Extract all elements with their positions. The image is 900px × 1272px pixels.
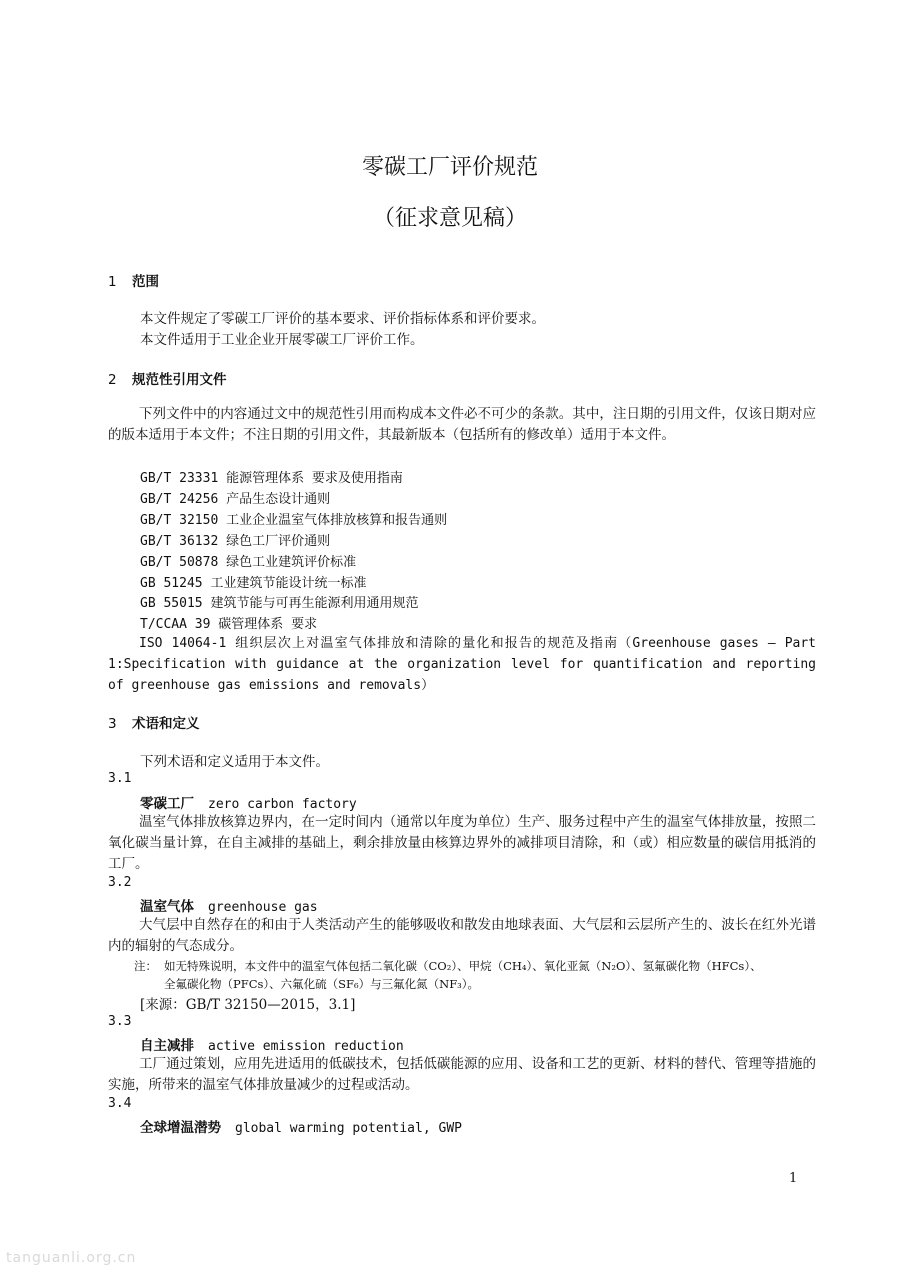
term-definition: 大气层中自然存在的和由于人类活动产生的能够吸收和散发由地球表面、大气层和云层所产生的、波长在红外光谱内的辐射的气态成分。	[108, 917, 816, 954]
term-number: 3.1	[108, 771, 132, 786]
term-entry	[140, 1034, 404, 1054]
term-number: 3.3	[108, 1014, 132, 1029]
section-number: 3	[108, 716, 117, 732]
reference-item: GB/T 23331 能源管理体系 要求及使用指南	[140, 471, 403, 486]
reference-item: GB 55015 建筑节能与可再生能源利用通用规范	[140, 596, 419, 611]
scope-paragraph: 本文件规定了零碳工厂评价的基本要求、评价指标体系和评价要求。	[140, 311, 545, 327]
section-heading-references	[108, 368, 227, 388]
reference-item: GB/T 36132 绿色工厂评价通则	[140, 534, 331, 549]
reference-item: GB 51245 工业建筑节能设计统一标准	[140, 576, 367, 591]
term-chinese: 自主减排	[140, 1038, 194, 1054]
document-title: 零碳工厂评价规范	[361, 155, 538, 180]
document-subtitle: （征求意见稿）	[372, 206, 527, 231]
reference-item: GB/T 32150 工业企业温室气体排放核算和报告通则	[140, 513, 448, 528]
term-entry	[140, 895, 318, 915]
term-chinese: 零碳工厂	[140, 796, 194, 812]
term-english: global warming potential, GWP	[235, 1121, 462, 1136]
term-note-label: 注：	[134, 959, 157, 973]
term-chinese: 温室气体	[140, 899, 194, 915]
section-number: 1	[108, 274, 117, 290]
term-note: 全氟碳化物（PFCs）、六氟化硫（SF₆）与三氟化氮（NF₃）。	[164, 977, 480, 991]
term-definition: 温室气体排放核算边界内，在一定时间内（通常以年度为单位）生产、服务过程中产生的温室气体排放量，按照二氧化碳当量计算，在自主减排的基础上，剩余排放量由核算边界外的减排项目清除，和（或）相应数量的碳信用抵消的工厂。	[108, 814, 816, 872]
term-number: 3.2	[108, 875, 132, 890]
term-chinese: 全球增温潜势	[140, 1120, 221, 1136]
term-english: active emission reduction	[208, 1039, 404, 1054]
section-title: 范围	[132, 274, 159, 290]
section-number: 2	[108, 372, 117, 388]
term-note: 如无特殊说明，本文件中的温室气体包括二氧化碳（CO₂）、甲烷（CH₄）、氧化亚氮（N₂O）、氢氟碳化物（HFCs）、	[164, 959, 762, 973]
reference-item: GB/T 50878 绿色工业建筑评价标准	[140, 555, 357, 570]
reference-item: T/CCAA 39 碳管理体系 要求	[140, 617, 318, 632]
term-english: zero carbon factory	[208, 797, 357, 812]
section-title: 规范性引用文件	[132, 372, 227, 388]
reference-item-iso: ISO 14064-1 组织层次上对温室气体排放和清除的量化和报告的规范及指南（Greenhouse gases — Part 1:Specification with guidance at the organization level for quantification and reporting of greenhouse gas emissions and removals）	[108, 636, 816, 693]
terms-intro: 下列术语和定义适用于本文件。	[140, 754, 329, 770]
section-title: 术语和定义	[132, 716, 200, 732]
reference-item: GB/T 24256 产品生态设计通则	[140, 492, 331, 507]
term-english: greenhouse gas	[208, 900, 318, 915]
term-number: 3.4	[108, 1096, 132, 1111]
references-intro: 下列文件中的内容通过文中的规范性引用而构成本文件必不可少的条款。其中，注日期的引用文件，仅该日期对应的版本适用于本文件；不注日期的引用文件，其最新版本（包括所有的修改单）适用于本文件。	[108, 406, 816, 443]
watermark: tanguanli.org.cn	[6, 1250, 137, 1266]
section-heading-terms	[108, 712, 200, 732]
term-entry	[140, 1116, 462, 1136]
term-definition: 工厂通过策划，应用先进适用的低碳技术，包括低碳能源的应用、设备和工艺的更新、材料的替代、管理等措施的实施，所带来的温室气体排放量减少的过程或活动。	[108, 1056, 816, 1093]
scope-paragraph: 本文件适用于工业企业开展零碳工厂评价工作。	[140, 332, 424, 348]
section-heading-scope	[108, 270, 159, 290]
term-entry	[140, 792, 357, 812]
page-number: 1	[789, 1171, 798, 1186]
term-source: [来源：GB/T 32150—2015，3.1]	[140, 997, 356, 1013]
